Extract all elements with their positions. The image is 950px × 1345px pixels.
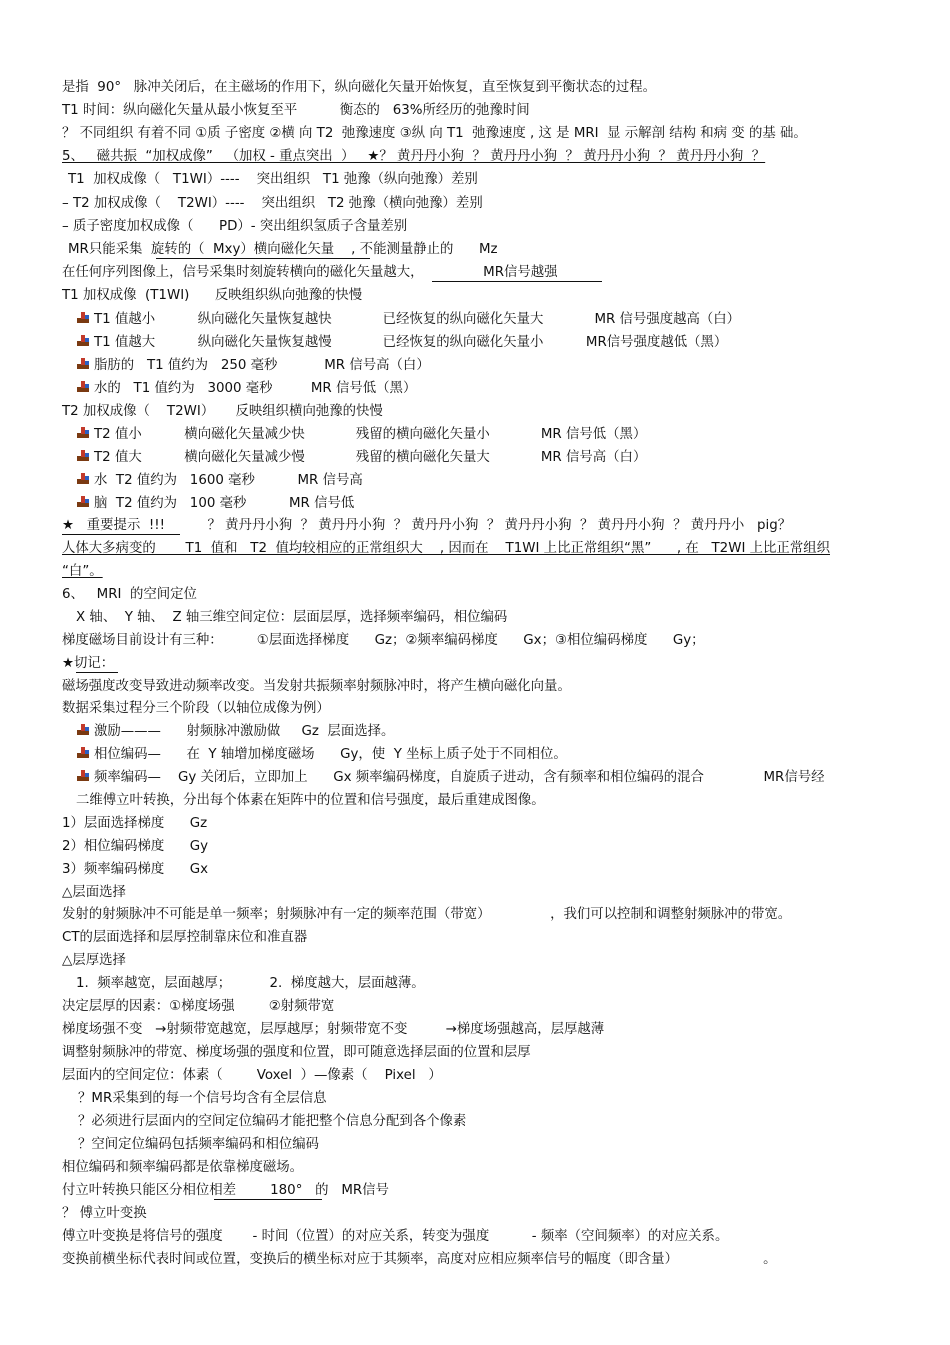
text-line: 付立叶转换只能区分相位相差 180° 的 MR信号 bbox=[62, 1183, 389, 1198]
text-line: T2 加权成像（ T2WI） 反映组织横向弛豫的快慢 bbox=[62, 404, 383, 419]
text-line: 3）频率编码梯度 Gx bbox=[62, 862, 209, 877]
text-line: 二维傅立叶转换，分出每个体素在矩阵中的位置和信号强度，最后重建成图像。 bbox=[76, 793, 545, 808]
list-item: T1 值越大 纵向磁化矢量恢复越慢 已经恢复的纵向磁化矢量小 MR信号强度越低（黑） bbox=[76, 334, 727, 352]
bullet-icon bbox=[76, 473, 90, 486]
text-line: △层面选择 bbox=[62, 885, 126, 900]
list-item: 水 T2 值约为 1600 毫秒 MR 信号高 bbox=[76, 472, 363, 490]
list-item: T2 值小 横向磁化矢量减少快 残留的横向磁化矢量小 MR 信号低（黑） bbox=[76, 426, 646, 444]
text-line: T1 加权成像（ T1WI）---- 突出组织 T1 弛豫（纵向弛豫）差别 bbox=[68, 172, 478, 187]
text-line: ★切记： bbox=[62, 656, 115, 671]
text-line: X 轴、 Y 轴、 Z 轴三维空间定位：层面层厚，选择频率编码，相位编码 bbox=[76, 610, 508, 625]
text-line: 是指 90° 脉冲关闭后，在主磁场的作用下，纵向磁化矢量开始恢复，直至恢复到平衡状态的过程。 bbox=[62, 80, 657, 95]
bullet-icon bbox=[76, 450, 90, 463]
list-item: 水的 T1 值约为 3000 毫秒 MR 信号低（黑） bbox=[76, 380, 416, 398]
underline bbox=[156, 258, 370, 259]
text-line: T1 时间：纵向磁化矢量从最小恢复至平 衡态的 63%所经历的弛豫时间 bbox=[62, 103, 530, 118]
text-line: 梯度磁场目前设计有三种： ①层面选择梯度 Gz；②频率编码梯度 Gx；③相位编码梯度 Gy； bbox=[62, 633, 705, 648]
bullet-icon bbox=[76, 770, 90, 783]
text-line: 发射的射频脉冲不可能是单一频率；射频脉冲有一定的频率范围（带宽） ，我们可以控制和调整射频脉冲的带宽。 bbox=[62, 907, 792, 922]
text-line: ？必须进行层面内的空间定位编码才能把整个信息分配到各个像素 bbox=[78, 1114, 467, 1129]
text-line: △层厚选择 bbox=[62, 953, 126, 968]
text-line: 2）相位编码梯度 Gy bbox=[62, 839, 209, 854]
text-line: ？空间定位编码包括频率编码和相位编码 bbox=[78, 1137, 320, 1152]
list-item: 脑 T2 值约为 100 毫秒 MR 信号低 bbox=[76, 495, 354, 513]
section-heading: 6、 MRI 的空间定位 bbox=[62, 587, 197, 602]
underline bbox=[432, 281, 602, 282]
bullet-icon bbox=[76, 724, 90, 737]
list-item: 脂肪的 T1 值约为 250 毫秒 MR 信号高（白） bbox=[76, 357, 430, 375]
text-line: ？MR采集到的每一个信号均含有全层信息 bbox=[78, 1091, 327, 1106]
text-line: ★ 重要提示 !!! ？ 黄丹丹小狗 ？ 黄丹丹小狗 ？ 黄丹丹小狗 ？ 黄丹丹小狗 ？ 黄丹丹小狗 ？ 黄丹丹小 pig？ bbox=[62, 518, 792, 533]
text-line: CT的层面选择和层厚控制靠床位和准直器 bbox=[62, 930, 308, 945]
bullet-icon bbox=[76, 496, 90, 509]
text-line: MR只能采集 旋转的（ Mxy）横向磁化矢量 , 不能测量静止的 Mz bbox=[68, 242, 498, 257]
text-line: 磁场强度改变导致进动频率改变。当发射共振频率射频脉冲时，将产生横向磁化向量。 bbox=[62, 679, 571, 694]
text-line: – T2 加权成像（ T2WI）---- 突出组织 T2 弛豫（横向弛豫）差别 bbox=[62, 196, 483, 211]
underline bbox=[76, 672, 118, 673]
bullet-icon bbox=[76, 335, 90, 348]
text-line: 梯度场强不变 →射频带宽越宽，层厚越厚；射频带宽不变 →梯度场强越高，层厚越薄 bbox=[62, 1022, 605, 1037]
text-line: 调整射频脉冲的带宽、梯度场强的强度和位置，即可随意选择层面的位置和层厚 bbox=[62, 1045, 531, 1060]
text-line: 变换前横坐标代表时间或位置，变换后的横坐标对应于其频率，高度对应相应频率信号的幅度（即含量） 。 bbox=[62, 1252, 777, 1267]
list-item: 激励——— 射频脉冲激励做 Gz 层面选择。 bbox=[76, 723, 394, 741]
underline bbox=[62, 534, 180, 535]
text-line: 人体大多病变的 T1 值和 T2 值均较相应的正常组织大 , 因而在 T1WI 上比正常组织“黑” , 在 T2WI 上比正常组织 bbox=[62, 541, 830, 556]
list-item: 频率编码— Gy 关闭后，立即加上 Gx 频率编码梯度，自旋质子进动，含有频率和相位编码的混合 MR信号经 bbox=[76, 769, 825, 787]
list-item: 相位编码— 在 Y 轴增加梯度磁场 Gy，使 Y 坐标上质子处于不同相位。 bbox=[76, 746, 567, 764]
text-line: 1）层面选择梯度 Gz bbox=[62, 816, 208, 831]
text-line: T1 加权成像 (T1WI) 反映组织纵向弛豫的快慢 bbox=[62, 288, 363, 303]
text-line: – 质子密度加权成像（ PD）- 突出组织氢质子含量差别 bbox=[62, 219, 408, 234]
text-line: 决定层厚的因素：①梯度场强 ②射频带宽 bbox=[62, 999, 335, 1014]
bullet-icon bbox=[76, 312, 90, 325]
text-line: ？ 傅立叶变换 bbox=[62, 1206, 147, 1221]
bullet-icon bbox=[76, 381, 90, 394]
text-line: “白”。 bbox=[62, 564, 103, 579]
list-item: T2 值大 横向磁化矢量减少慢 残留的横向磁化矢量大 MR 信号高（白） bbox=[76, 449, 646, 467]
bullet-icon bbox=[76, 747, 90, 760]
underline bbox=[214, 1199, 322, 1200]
text-line: 层面内的空间定位：体素（ Voxel ）—像素（ Pixel ） bbox=[62, 1068, 442, 1083]
text-line: 相位编码和频率编码都是依靠梯度磁场。 bbox=[62, 1160, 304, 1175]
text-line: ？ 不同组织 有着不同 ①质 子密度 ②横 向 T2 弛豫速度 ③纵 向 T1 弛豫速度 , 这 是 MRI 显 示解剖 结构 和病 变 的基 础。 bbox=[62, 126, 807, 141]
bullet-icon bbox=[76, 358, 90, 371]
text-line: 数据采集过程分三个阶段（以轴位成像为例） bbox=[62, 701, 330, 716]
text-line: 1. 频率越宽，层面越厚； 2. 梯度越大，层面越薄。 bbox=[76, 976, 425, 991]
list-item: T1 值越小 纵向磁化矢量恢复越快 已经恢复的纵向磁化矢量大 MR 信号强度越高（白） bbox=[76, 311, 740, 329]
text-line: 傅立叶变换是将信号的强度 - 时间（位置）的对应关系，转变为强度 - 频率（空间频率）的对应关系。 bbox=[62, 1229, 729, 1244]
text-line: 在任何序列图像上，信号采集时刻旋转横向的磁化矢量越大， MR信号越强 bbox=[62, 265, 558, 280]
section-heading: 5、 磁共振 “加权成像” （加权 - 重点突出 ） ★？ 黄丹丹小狗 ？ 黄丹丹小狗 ？ 黄丹丹小狗 ？ 黄丹丹小狗 ？ bbox=[62, 149, 766, 164]
bullet-icon bbox=[76, 427, 90, 440]
